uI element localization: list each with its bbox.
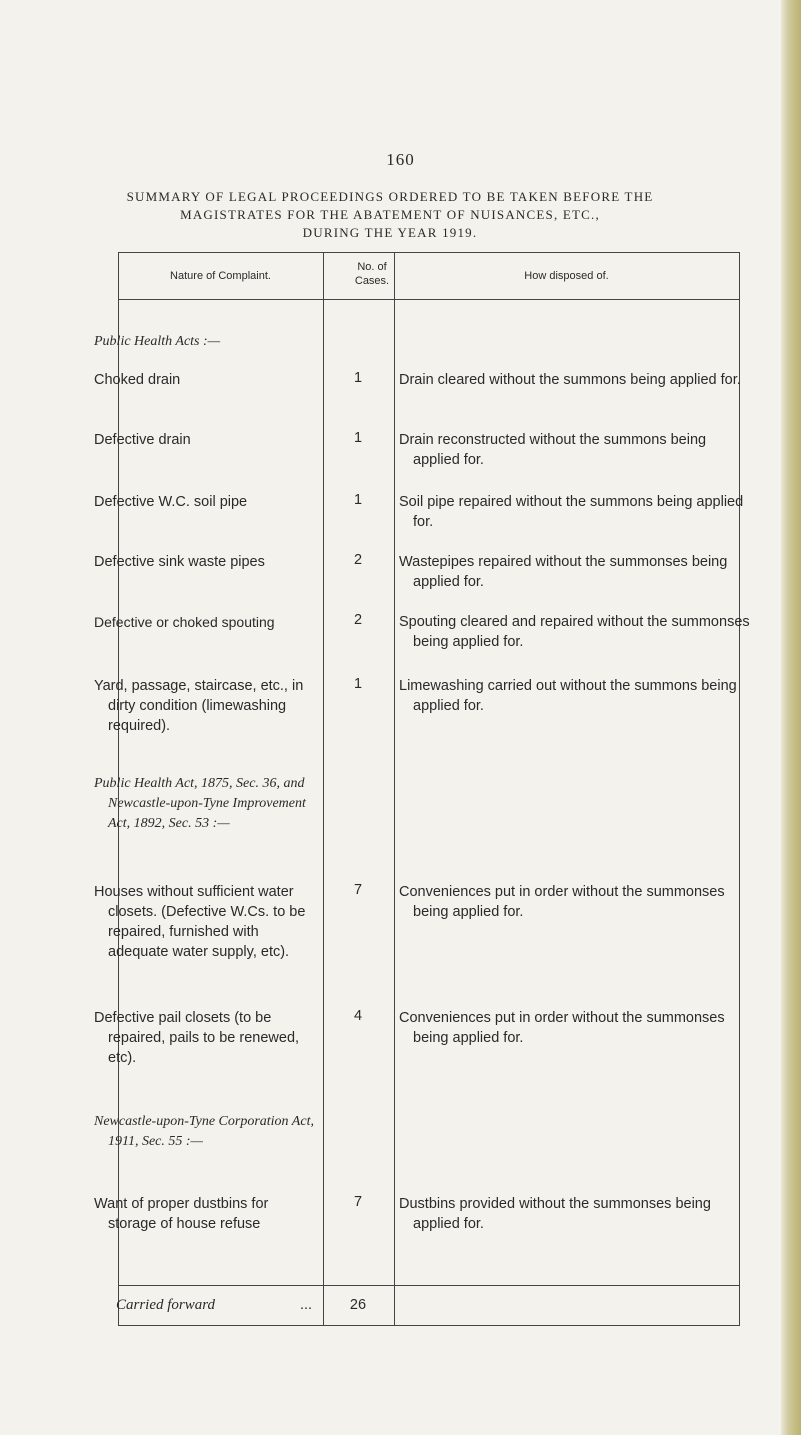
carried-forward-total: 26 (349, 1297, 367, 1313)
heading-line-1: SUMMARY OF LEGAL PROCEEDINGS ORDERED TO BE TAKEN BEFORE THE (126, 189, 654, 204)
column-header-nature: Nature of Complaint. (170, 270, 271, 282)
row-nature: Houses without sufficient water closets. (Defective W.Cs. to be repaired, furnished with adequate water supply, etc). (94, 884, 306, 960)
table-rule (739, 252, 740, 1326)
row-disposed: Dustbins provided without the summonses being applied for. (399, 1196, 711, 1232)
page-edge (781, 0, 801, 1435)
row-disposed: Drain cleared without the summons being applied for. (399, 372, 741, 388)
table-rule (118, 299, 740, 300)
row-cases: 2 (353, 552, 363, 568)
row-nature: Choked drain (94, 372, 181, 388)
table-rule (118, 252, 740, 253)
heading-line-3: DURING THE YEAR 1919. (302, 225, 478, 240)
row-cases: 1 (353, 492, 363, 508)
row-disposed: Limewashing carried out without the summons being applied for. (399, 678, 737, 714)
table-rule (323, 252, 324, 1326)
row-disposed: Soil pipe repaired without the summons being applied for. (399, 494, 744, 530)
table-rule (118, 1285, 740, 1286)
row-disposed: Wastepipes repaired without the summonses being applied for. (399, 554, 728, 590)
row-disposed: Conveniences put in order without the summonses being applied for. (399, 884, 725, 920)
column-header-disposed: How disposed of. (524, 270, 609, 282)
section-title: Public Health Act, 1875, Sec. 36, and Newcastle-upon-Tyne Improvement Act, 1892, Sec. 53 :— (94, 776, 306, 831)
row-cases: 1 (353, 370, 363, 386)
row-cases: 4 (353, 1008, 363, 1024)
row-cases: 1 (353, 676, 363, 692)
row-nature: Want of proper dustbins for storage of house refuse (94, 1196, 269, 1232)
row-disposed: Conveniences put in order without the summonses being applied for. (399, 1010, 725, 1046)
table-rule (118, 1325, 740, 1326)
row-disposed: Spouting cleared and repaired without the summonses being applied for. (399, 614, 750, 650)
summary-table (94, 252, 750, 1326)
section-title: Public Health Acts :— (94, 334, 221, 349)
row-cases: 2 (353, 612, 363, 628)
table-rule (394, 252, 395, 1326)
page-number: 160 (386, 150, 415, 169)
row-nature: Defective pail closets (to be repaired, pails to be renewed, etc). (94, 1010, 300, 1066)
row-nature: Defective sink waste pipes (94, 554, 265, 570)
row-nature: Defective or choked spouting (94, 614, 275, 630)
row-cases: 7 (353, 882, 363, 898)
row-cases: 1 (353, 430, 363, 446)
section-title: Newcastle-upon-Tyne Corporation Act, 1911, Sec. 55 :— (94, 1114, 314, 1149)
row-nature: Defective W.C. soil pipe (94, 494, 248, 510)
row-nature: Yard, passage, staircase, etc., in dirty condition (limewashing required). (94, 678, 304, 734)
column-header-cases: No. of Cases. (354, 261, 390, 287)
carried-forward-label: Carried forward (116, 1297, 216, 1313)
row-disposed: Drain reconstructed without the summons being applied for. (399, 432, 707, 468)
row-nature: Defective drain (94, 432, 191, 448)
row-cases: 7 (353, 1194, 363, 1210)
heading-line-2: MAGISTRATES FOR THE ABATEMENT OF NUISANCES, ETC., (180, 207, 600, 222)
carried-forward-dots: ... (300, 1297, 313, 1313)
